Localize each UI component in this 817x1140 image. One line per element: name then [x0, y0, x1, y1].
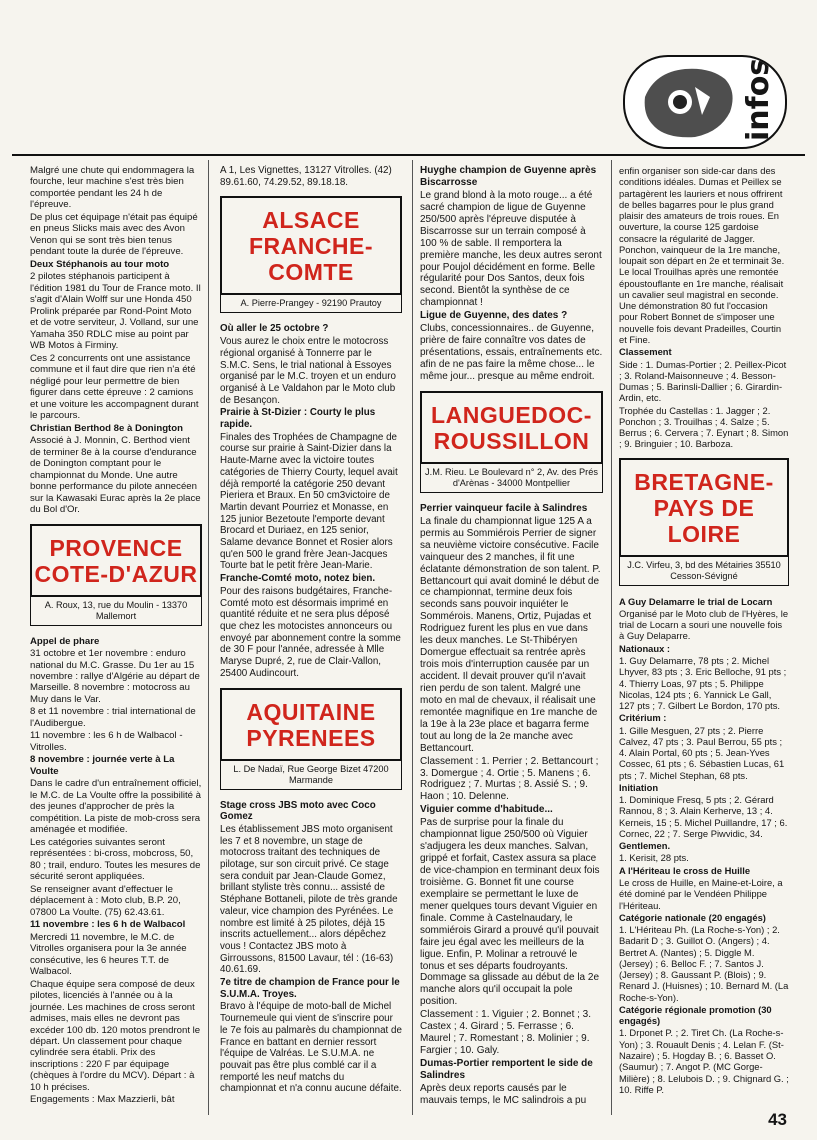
article-heading: Nationaux :: [619, 642, 671, 654]
article-heading: Catégorie nationale (20 engagés): [619, 911, 766, 923]
correspondent: A. Pierre-Prangey - 92190 Prautoy: [220, 295, 402, 313]
paragraph: Engagements : Max Mazzierli, bât: [30, 1094, 175, 1106]
region-title-languedoc: LANGUEDOC- ROUSSILLON: [420, 391, 603, 464]
paragraph: Le grand blond à la moto rouge... a été sacré champion de ligue de Guyenne 250/500 après l'épreuve disputée à Biscarrosse sur un terrain composé à 100 % de sable. Il remportera la première manche, les deux autres seront pour Poujol décidément en forme. Belle régularité pour Dos Santos, deux fois second. Bientôt la synthèse de ce championnat !: [420, 189, 602, 309]
column-separator: [611, 160, 612, 1115]
paragraph: Les établissement JBS moto organisent les 7 et 8 novembre, un stage de motocross traitant des techniques de pilotage, sur son circuit privé. Ce stage sera conduit par Jean-Claude Gomez, brillant styliste très connu... assisté de Stéphane Bottaneli, pilote de très grande valeur, vice champion des Pyrénées. Le nombre est limité à 25 pilotes, déjà 15 inscrits actuellement... alors dépêchez vous ! Contactez JBS moto à Girroussons, 81500 Lavaur, tél : (16-63) 40.61.69.: [220, 823, 398, 976]
paragraph: 1. Guy Delamarre, 78 pts ; 2. Michel Lhyver, 83 pts ; 3. Eric Belloche, 91 pts ; 4. Thierry Loas, 97 pts ; 5. Philippe Nicolas, 124 pts ; 6. Yannick Le Gall, 127 pts ; 7. Gilbert Le Bordon, 170 pts.: [619, 654, 787, 712]
paragraph: 11 novembre : les 6 h de Walbacol - Vitrolles.: [30, 730, 183, 753]
article-heading: Prairie à St-Dizier : Courty le plus rapide.: [220, 407, 376, 431]
paragraph: 1. L'Hériteau Ph. (La Roche-s-Yon) ; 2. Badarit D ; 3. Guillot O. (Angers) ; 4. Bertret A. (Nantes) ; 5. Diggle M. (Jersey) ; 6. Belloc F. ; 7. Santos J. (Jersey) ; 8. Gaussant P. (Blois) ; 9. Renard J. (Huisnes) ; 10. Bernard M. (La Roche-s-Yon).: [619, 924, 789, 1003]
region-title-alsace: ALSACE FRANCHE- COMTE: [220, 196, 402, 295]
correspondent: L. De Nadaï, Rue George Bizet 47200 Marmande: [220, 761, 402, 790]
article-heading: Gentlemen.: [619, 840, 671, 852]
article-heading: A l'Hériteau le cross de Huille: [619, 864, 751, 876]
article-heading: Huyghe champion de Guyenne après Biscarrosse: [420, 165, 597, 188]
correspondent: A. Roux, 13, rue du Moulin - 13370 Mallemort: [30, 597, 202, 626]
article-heading: Initiation: [619, 781, 659, 793]
paragraph: Après deux reports causés par le mauvais temps, le MC salindrois a pu: [420, 1082, 587, 1106]
region-title-aquitaine: AQUITAINE PYRENEES: [220, 688, 402, 761]
article-heading: Critérium :: [619, 712, 667, 724]
infos-logo-text: infos: [741, 57, 776, 141]
paragraph: enfin organiser son side-car dans des conditions idéales. Dumas et Peillex se partagèrent les lauriers et nous offrirent de belles bagarres pour le plus grand plaisir des amateurs de trois roues. En ouverture, la course 125 gardoise consacre la régularité de Jagger. Ponchon, vainqueur de la 1re manche, loupait son départ en 2e et terminait 3e. Le local Trouilhas après une remontée époustouflante en 1re manche, réalisait un cavalier seul magistral en seconde. Une démonstration 80 fut l'occasion pour Robert Bonnet de s'imposer une nouvelle fois devant Pradeilles, Courtin et Fine.: [619, 165, 785, 345]
paragraph: Classement : 1. Perrier ; 2. Bettancourt ; 3. Domergue ; 4. Ortie ; 5. Manens ; 6. Rodriguez ; 7. Murtas ; 8. Assié S. ; 9. Haon ; 10. Delenne.: [420, 755, 599, 803]
region-title-provence: PROVENCE COTE-D'AZUR: [30, 524, 202, 597]
paragraph: Associé à J. Monnin, C. Berthod vient de terminer 8e à la course d'endurance de Donington comptant pour le championnat du Monde. Une autre bonne performance du pilote annecéen sur la Kawasaki Eurac après la 2e place du Bol d'Or.: [30, 435, 201, 516]
paragraph: Finales des Trophées de Champagne de course sur prairie à Saint-Dizier dans la Haute-Marne avec la victoire toutes catégories de Thierry Courty, lequel avait déjà remporté la catégorie 250 devant Pieriera et Braux. En 50 cm3victoire de Martin devant Pourriez et Monasse, en 125 junior Bezetoute l'emporte devant Brocard et Duriaez, en 125 senior, Salame devance Bonnet et Rosier alors qu'en 500 le grand frère Jean-Jacques Tourte bat le petit frère Jean-Marie.: [220, 431, 398, 572]
paragraph: 8 et 11 novembre : trial international de l'Audibergue.: [30, 706, 196, 729]
paragraph: Malgré une chute qui endommagera la fourche, leur machine s'est très bien comportée pendant les 24 h de l'épreuve.: [30, 165, 195, 211]
article-heading: Ligue de Guyenne, des dates ?: [420, 310, 568, 322]
infos-logo: [623, 55, 787, 149]
column-3: [420, 165, 603, 1108]
paragraph: A 1, Les Vignettes, 13127 Vitrolles. (42) 89.61.60, 74.29.52, 89.18.18.: [220, 165, 392, 188]
paragraph: Le cross de Huille, en Maine-et-Loire, a été dominé par le Vendéen Philippe l'Hériteau.: [619, 877, 783, 911]
paragraph: Classement : 1. Viguier ; 2. Bonnet ; 3. Castex ; 4. Girard ; 5. Ferrasse ; 6. Maurel ; 7. Romestant ; 8. Molinier ; 9. Fargier ; 10. Galy.: [420, 1009, 592, 1057]
article-heading: Franche-Comté moto, notez bien.: [220, 573, 376, 585]
article-heading: Viguier comme d'habitude...: [420, 804, 553, 816]
page-number: 43: [768, 1110, 787, 1129]
paragraph: Les catégories suivantes seront représentées : bi-cross, mobcross, 50, 80 ; trail, enduro. Toutes les mesures de sécurité seront appliquées.: [30, 836, 201, 883]
paragraph: Se renseigner avant d'effectuer le déplacement à : Moto club, B.P. 20, 07800 La Voulte. (75) 62.43.61.: [30, 883, 181, 918]
paragraph: 1. Dominique Fresq, 5 pts ; 2. Gérard Rannou, 8 ; 3. Alain Kerherve, 13 ; 4. Kerneis, 15 ; 5. Michel Puillandre, 17 ; 6. Cornec, 22 ; 7. Serge Piwvidic, 34.: [619, 794, 788, 839]
paragraph: Trophée du Castellas : 1. Jagger ; 2. Ponchon ; 3. Trouilhas ; 4. Salze ; 5. Berrus ; 6. Cervera ; 7. Eynart ; 8. Simon ; 9. Bringuier ; 10. Barboza.: [619, 404, 789, 450]
article-heading: 7e titre de champion de France pour le S.U.M.A. Troyes.: [220, 977, 400, 1000]
column-separator: [412, 160, 413, 1115]
correspondent: J.C. Virfeu, 3, bd des Métairies 35510 Cesson-Sévigné: [619, 557, 789, 586]
paragraph: Ces 2 concurrents ont une assistance commune et il faut dire que rien n'a été négligé pour leur permettre de bien figurer dans cette épreuve : 2 camions et une voiture les accompagnent durant le parcours.: [30, 352, 199, 422]
paragraph: 1. Gille Mesguen, 27 pts ; 2. Pierre Calvez, 47 pts ; 3. Paul Berrou, 55 pts ; 4. Alain Portal, 60 pts ; 5. Jean-Yves Cossec, 61 pts ; 6. Sébastien Lucas, 61 pts ; 7. Michel Stephan, 68 pts.: [619, 724, 785, 781]
paragraph: Mercredi 11 novembre, le M.C. de Vitrolles organisera pour la 3e année consécutive, les 6 heures T.T. de Walbacol.: [30, 931, 187, 978]
article-heading: Où aller le 25 octobre ?: [220, 323, 329, 335]
article-heading: Appel de phare: [30, 635, 100, 647]
article-heading: Perrier vainqueur facile à Salindres: [420, 502, 588, 514]
article-heading: Catégorie régionale promotion (30 engagés): [619, 1003, 772, 1027]
paragraph: Organisé par le Moto club de l'Hyères, le trial de Locarn a souri une nouvelle fois à Guy Delaparre.: [619, 607, 789, 642]
paragraph: 1. Kerisit, 28 pts.: [619, 852, 689, 864]
paragraph: Vous aurez le choix entre le motocross régional organisé à Tonnerre par le S.M.C. Sens, le trial national à Essoyes organisé par le M.C. troyen et un enduro organisé à Le Valdahon par le Moto club de Besançon.: [220, 336, 396, 406]
article-heading: 8 novembre : journée verte à La Voulte: [30, 754, 175, 777]
article-heading: Dumas-Portier remportent le side de Salindres: [420, 1058, 593, 1081]
paragraph: Bravo à l'équipe de moto-ball de Michel Tournemeule qui vient de s'inscrire pour le 7e fois au palmarès du championnat de France en battant en dernier ressort l'équipe de Valréas. Le S.U.M.A. ne pouvait pas être plus comblé car il a remporté les neuf matchs du championnat et n'a connu aucune défaite.: [220, 1001, 402, 1095]
paragraph: Clubs, concessionnaires.. de Guyenne, prière de faire connaître vos dates de présentations, essais, entraînements etc. afin de ne pas faire la même chose... le même jour... presque au même endroit.: [420, 323, 603, 382]
article-heading: Classement: [619, 346, 672, 358]
correspondent: J.M. Rieu. Le Boulevard n° 2, Av. des Prés d'Arènas - 34000 Montpellier: [420, 464, 603, 493]
paragraph: Pour des raisons budgétaires, Franche-Comté moto est désormais imprimé en quantité réduite et ne sera plus déposé que chez les motocistes annonceurs ou envoyé par abonnement contre la somme de 30 F pour l'année, adressée à Mlle Maryse Dupré, 2, rue de Clair-Vallon, 25400 Audincourt.: [220, 585, 401, 679]
article-heading: Deux Stéphanois au tour moto: [30, 258, 170, 270]
paragraph: Chaque équipe sera composé de deux pilotes, licenciés à l'année ou à la journée. Les machines de cross seront admises, mais elles ne devront pas excéder 100 db. 120 motos prendront le départ. Un classement pour chaque cylindrée sera établi. Prix des inscriptions : 220 F par équipage (chèques à l'ordre du MCV). Départ : à 10 h précises.: [30, 978, 201, 1093]
paragraph: 2 pilotes stéphanois participent à l'édition 1981 du Tour de France moto. Il s'agit d'Alain Wolff sur une Honda 450 Prolink préparée par Rond-Point Moto et de votre serviteur, J. Volland, sur une Yamaha 350 RDLC mise au point par WB Motos à Firminy.: [30, 271, 201, 352]
article-heading: A Guy Delamarre le trial de Locarn: [619, 595, 773, 607]
paragraph: Pas de surprise pour la finale du championnat ligue 250/500 où Viguier s'adjugera les deux manches. Salvan, grippé et forfait, Castex assura sa place de vice-champion en terminant deux fois troisième. G. Bonnet fit une course exemplaire se permettant le luxe de mener quelques tours devant Viguier en finale. Comme à Castelnaudary, le sommiérois Girard a prouvé qu'il pouvait faire jeu égal avec les meilleurs de la ligue. Enfin, P. Molinar a retrouvé le tonus et ses départs foudroyants. Dommage sa glissade au début de la 2e manche alors qu'il occupait la pole position.: [420, 817, 600, 1008]
column-1: [30, 165, 202, 1107]
paragraph: Dans le cadre d'un entraînement officiel, le M.C. de La Voulte offre la possibilité à des jeunes d'approcher de près la compétition. La piste de mob-cross sera aménagée et modifiée.: [30, 778, 202, 836]
paragraph: 31 octobre et 1er novembre : enduro national du M.C. Grasse. Du 1er au 15 novembre : rallye d'Algérie au départ de Marseille. 8 novembre : motocross au Muy dans le Var.: [30, 648, 200, 705]
paragraph: La finale du championnat ligue 125 A a permis au Sommiérois Perrier de signer sa neuvième victoire consécutive. Facile vainqueur des 2 manches, il fit une éclatante démonstration de son talent. P. Bettancourt qui avait dominé le début de ce championnat, termine deux fois seconds sans pouvoir inquiéter le Sommérois. Manens, Ortiz, Pujadas et Rodriguez furent les plus en vue dans les deux manches. Le St-Thibéryen Domergue effectuait sa rentrée après trois mois d'interruption causée par un accident. Il devait prouver qu'il n'avait rien perdu de son talent. Malgré une moto en mal de chevaux, il réalisait une remontée magnifique en 1re manche de la 19e à la 23e place et bagarra ferme tout au long de la 2e manche avec Bettancourt.: [420, 515, 601, 754]
article-heading: Stage cross JBS moto avec Coco Gomez: [220, 799, 376, 823]
column-4: [619, 165, 789, 1096]
paragraph: 1. Drponet P. ; 2. Tiret Ch. (La Roche-s-Yon) ; 3. Rouault Denis ; 4. Lelan F. (St-Nazaire) ; 5. Hogday B. ; 6. Basset O. (Saumur) ; 7. Angot P. (MC Gorge-Milière) ; 8. Lelubois D. ; 9. Chignard G. ; 10. Riffe P.: [619, 1027, 789, 1095]
paragraph: Side : 1. Dumas-Portier ; 2. Peillex-Picot ; 3. Roland-Maisonneuve ; 4. Besson-Dumas ; 5. Barinsli-Dallier ; 6. Girardin-Ardin, etc.: [619, 358, 787, 404]
column-separator: [208, 160, 209, 1115]
article-heading: 11 novembre : les 6 h de Walbacol: [30, 919, 186, 931]
paragraph: De plus cet équipage n'était pas équipé en pneus Slicks mais avec des Avon Venon qui se sont très bien tenus pendant toute la durée de l'épreuve.: [30, 211, 198, 258]
column-2: [220, 165, 402, 1096]
region-title-bretagne: BRETAGNE- PAYS DE LOIRE: [619, 458, 789, 557]
top-rule: [12, 154, 805, 156]
article-heading: Christian Berthod 8e à Donington: [30, 422, 183, 434]
